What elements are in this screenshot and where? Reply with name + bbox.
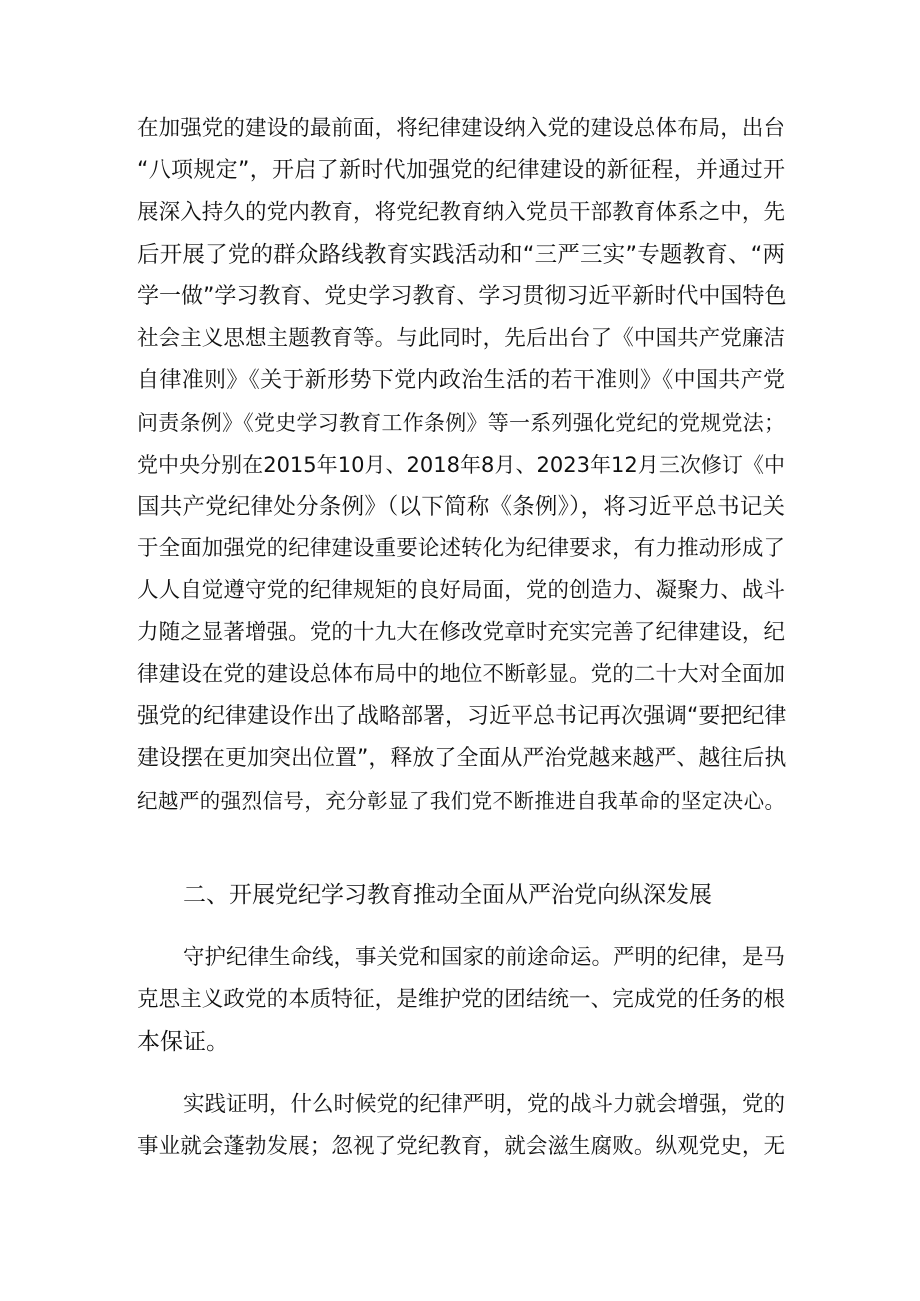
paragraph-1-line-1: 在加强党的建设的最前面，将纪律建设纳入党的建设总体布局，出台 [137, 116, 785, 141]
paragraph-2-line-2: 克思主义政党的本质特征，是维护党的团结统一、完成党的任务的根 [137, 987, 785, 1012]
paragraph-1-line-11: 于全面加强党的纪律建设重要论述转化为纪律要求，有力推动形成了 [137, 536, 785, 561]
paragraph-1-line-15: 强党的纪律建设作出了战略部署，习近平总书记再次强调“要把纪律 [137, 704, 787, 729]
paragraph-1-line-14: 律建设在党的建设总体布局中的地位不断彰显。党的二十大对全面加 [137, 662, 785, 687]
paragraph-1-line-17: 纪越严的强烈信号，充分彰显了我们党不断推进自我革命的坚定决心。 [137, 789, 785, 813]
paragraph-2-line-3: 本保证。 [137, 1029, 229, 1055]
paragraph-1-line-2: “八项规定”，开启了新时代加强党的纪律建设的新征程，并通过开 [137, 158, 785, 183]
paragraph-1-line-13: 力随之显著增强。党的十九大在修改党章时充实完善了纪律建设，纪 [137, 620, 785, 645]
paragraph-1-line-8: 问责条例》《党史学习教育工作条例》等一系列强化党纪的党规党法； [137, 411, 785, 435]
paragraph-1-line-5: 学一做”学习教育、党史学习教育、学习贯彻习近平新时代中国特色 [137, 284, 787, 309]
paragraph-1-line-12: 人人自觉遵守党的纪律规矩的良好局面，党的创造力、凝聚力、战斗 [137, 578, 785, 603]
paragraph-1-line-6: 社会主义思想主题教育等。与此同时，先后出台了《中国共产党廉洁 [137, 326, 785, 351]
paragraph-1-line-16: 建设摆在更加突出位置”，释放了全面从严治党越来越严、越往后执 [137, 746, 787, 771]
paragraph-3-line-1: 实践证明，什么时候党的纪律严明，党的战斗力就会增强，党的 [183, 1092, 786, 1117]
section-heading: 二、开展党纪学习教育推动全面从严治党向纵深发展 [183, 882, 712, 908]
paragraph-3-line-2: 事业就会蓬勃发展；忽视了党纪教育，就会滋生腐败。纵观党史，无 [137, 1134, 785, 1159]
paragraph-1-line-4: 后开展了党的群众路线教育实践活动和“三严三实”专题教育、“两 [137, 242, 785, 268]
paragraph-1-line-10: 国共产党纪律处分条例》（以下简称《条例》），将习近平总书记关 [137, 494, 785, 520]
paragraph-1-line-7: 自律准则》《关于新形势下党内政治生活的若干准则》《中国共产党 [137, 368, 785, 393]
paragraph-1-line-3: 展深入持久的党内教育，将党纪教育纳入党员干部教育体系之中，先 [137, 200, 785, 225]
paragraph-1-line-9: 党中央分别在2015年10月、2018年8月、2023年12月三次修订《中 [137, 453, 785, 477]
paragraph-2-line-1: 守护纪律生命线，事关党和国家的前途命运。严明的纪律，是马 [183, 945, 786, 970]
